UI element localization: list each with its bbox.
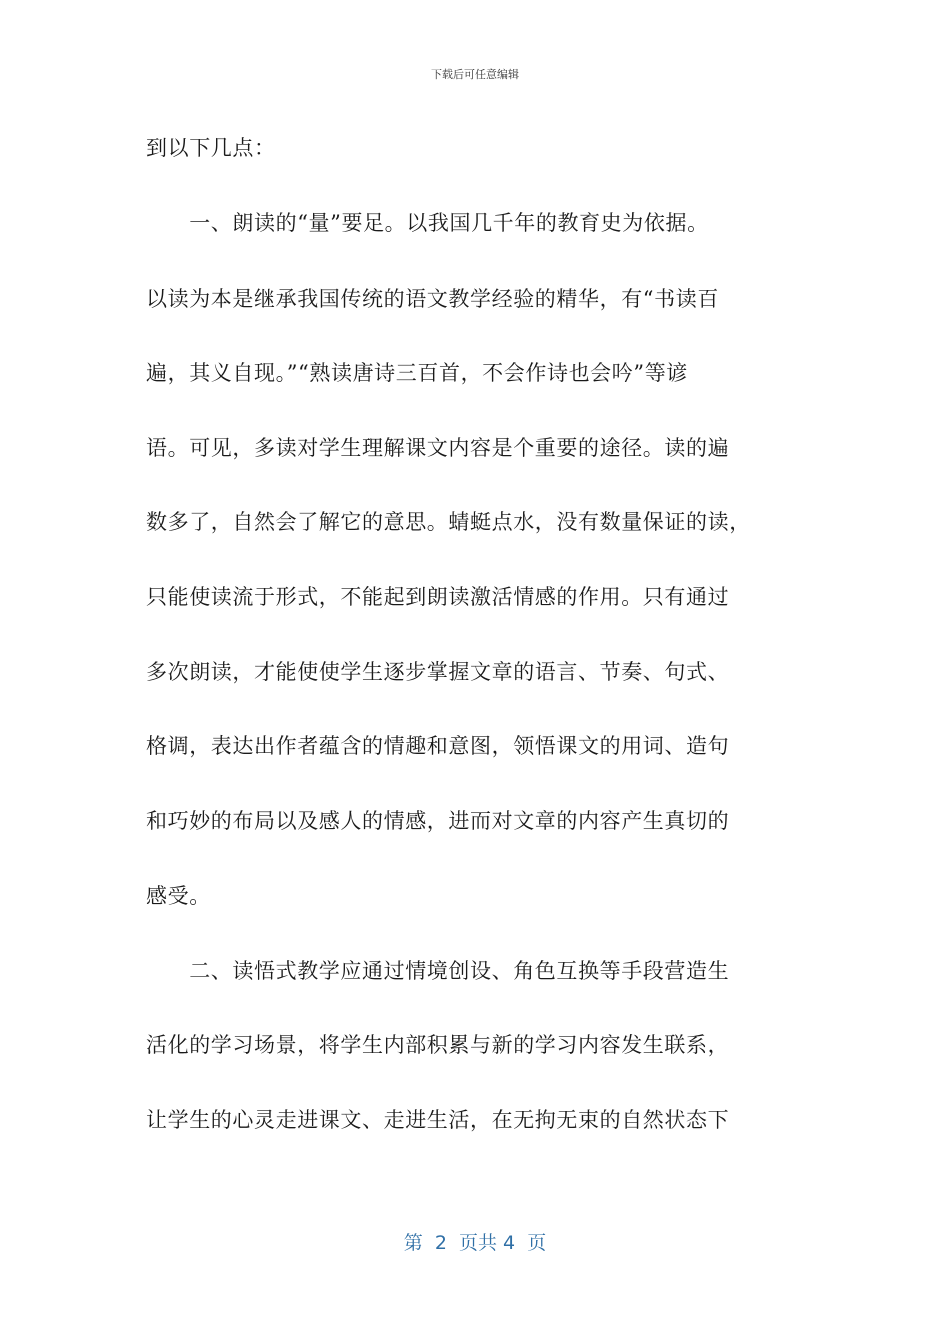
text-line: 让学生的心灵走进课文、走进生活，在无拘无束的自然状态下 bbox=[146, 1108, 730, 1132]
page-header: 下载后可任意编辑 bbox=[431, 68, 519, 81]
text-line: 格调，表达出作者蕴含的情趣和意图，领悟课文的用词、造句 bbox=[146, 734, 730, 758]
text-line: 一、朗读的“量”要足。以我国几千年的教育史为依据。 bbox=[146, 211, 709, 235]
text-line: 遍，其义自现。”“熟读唐诗三百首，不会作诗也会吟”等谚 bbox=[146, 361, 688, 385]
text-line: 数多了，自然会了解它的意思。蜻蜓点水，没有数量保证的读， bbox=[146, 510, 751, 534]
text-line: 感受。 bbox=[146, 884, 211, 908]
text-line: 多次朗读，才能使使学生逐步掌握文章的语言、节奏、句式、 bbox=[146, 660, 730, 684]
text-line: 以读为本是继承我国传统的语文教学经验的精华，有“书读百 bbox=[146, 287, 719, 311]
text-line: 语。可见，多读对学生理解课文内容是个重要的途径。读的遍 bbox=[146, 436, 730, 460]
page-footer: 第 2 页共 4 页 bbox=[403, 1232, 547, 1254]
text-line: 到以下几点： bbox=[146, 136, 276, 160]
text-line: 和巧妙的布局以及感人的情感，进而对文章的内容产生真切的 bbox=[146, 809, 730, 833]
text-line: 只能使读流于形式，不能起到朗读激活情感的作用。只有通过 bbox=[146, 585, 730, 609]
text-line: 活化的学习场景，将学生内部积累与新的学习内容发生联系， bbox=[146, 1033, 730, 1057]
text-line: 二、读悟式教学应通过情境创设、角色互换等手段营造生 bbox=[146, 959, 730, 983]
